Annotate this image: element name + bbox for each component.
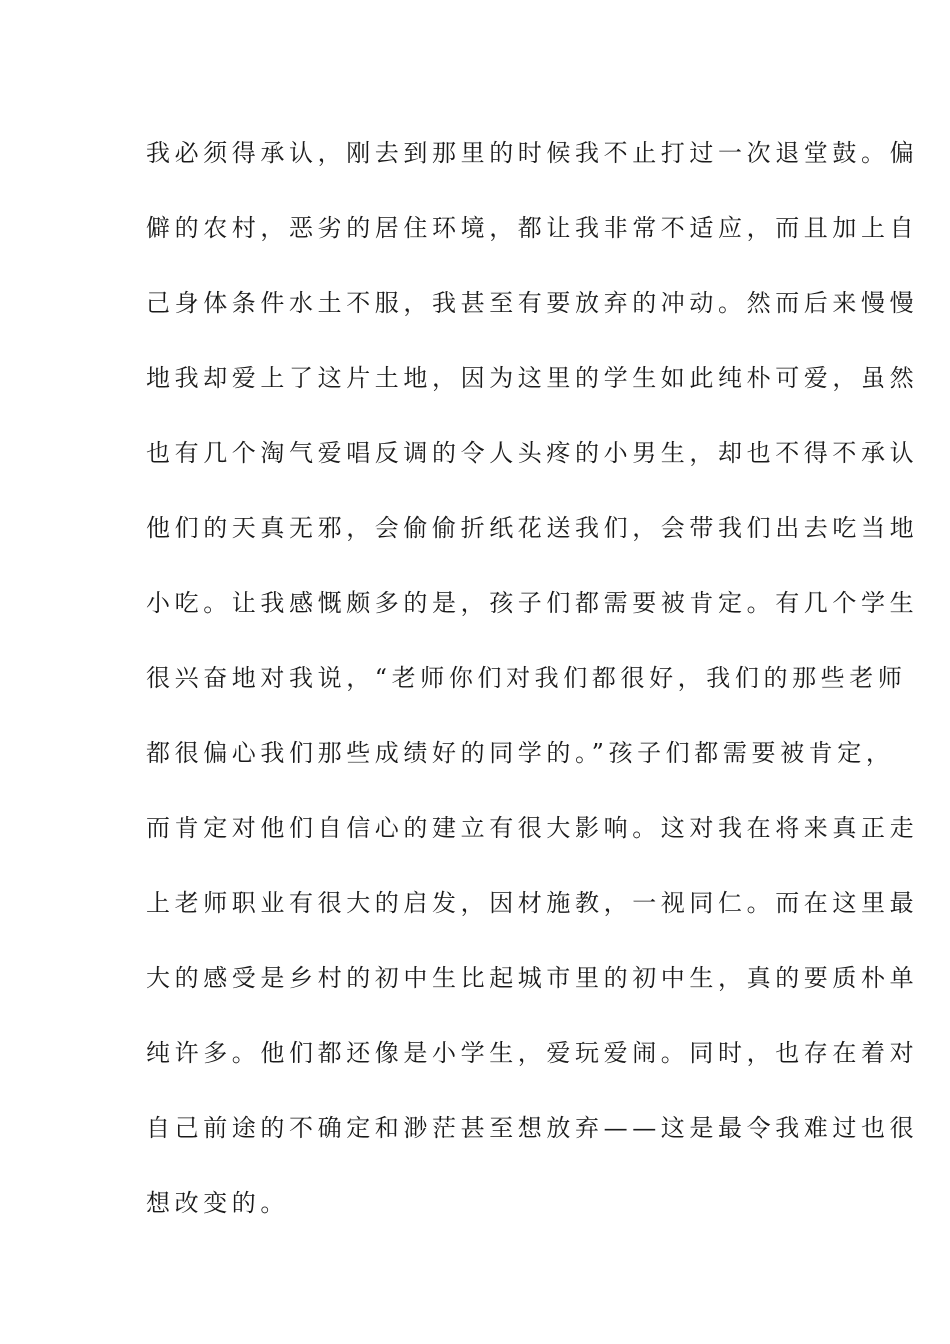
- text-line-8: 很兴奋地对我说，“老师你们对我们都很好，我们的那些老师: [146, 664, 907, 692]
- text-line-6: 他们的天真无邪，会偷偷折纸花送我们，会带我们出去吃当地: [146, 514, 919, 542]
- text-line-4: 地我却爱上了这片土地，因为这里的学生如此纯朴可爱，虽然: [146, 364, 919, 392]
- text-line-10: 而肯定对他们自信心的建立有很大影响。这对我在将来真正走: [146, 814, 919, 842]
- text-line-11: 上老师职业有很大的启发，因材施教，一视同仁。而在这里最: [146, 889, 919, 917]
- text-line-3: 己身体条件水土不服，我甚至有要放弃的冲动。然而后来慢慢: [146, 289, 919, 317]
- text-line-12: 大的感受是乡村的初中生比起城市里的初中生，真的要质朴单: [146, 964, 919, 992]
- text-line-14: 自己前途的不确定和渺茫甚至想放弃——这是最令我难过也很: [146, 1114, 919, 1142]
- text-line-15: 想改变的。: [146, 1189, 289, 1217]
- text-line-2: 僻的农村，恶劣的居住环境，都让我非常不适应，而且加上自: [146, 214, 919, 242]
- text-line-1: 我必须得承认，刚去到那里的时候我不止打过一次退堂鼓。偏: [146, 139, 919, 167]
- text-line-13: 纯许多。他们都还像是小学生，爱玩爱闹。同时，也存在着对: [146, 1039, 919, 1067]
- text-line-5: 也有几个淘气爱唱反调的令人头疼的小男生，却也不得不承认: [146, 439, 919, 467]
- body-paragraph: [146, 130, 919, 1255]
- text-line-7: 小吃。让我感慨颇多的是，孩子们都需要被肯定。有几个学生: [146, 589, 919, 617]
- text-line-9: 都很偏心我们那些成绩好的同学的。”孩子们都需要被肯定，: [146, 739, 895, 767]
